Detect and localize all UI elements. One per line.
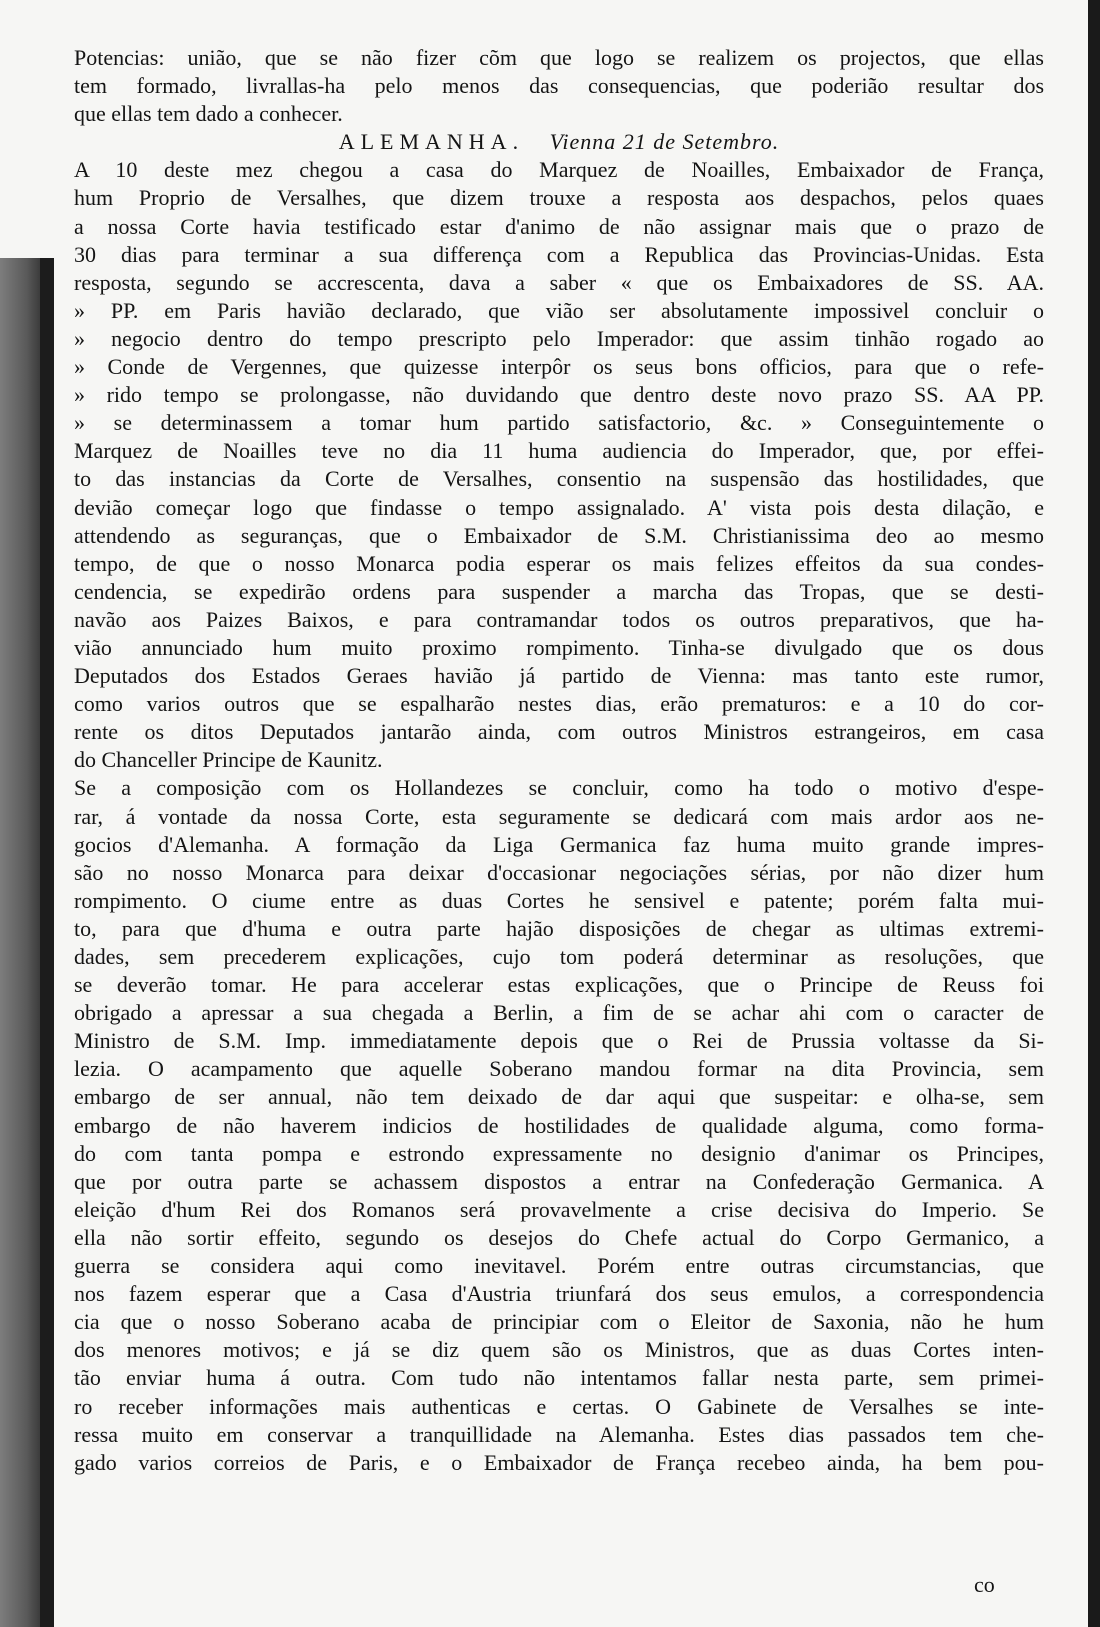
text-line: Deputados dos Estados Geraes havião já partido de Vienna: mas tanto este rumor, [74,663,1044,689]
text-line: » rido tempo se prolongasse, não duvidando que dentro deste novo prazo SS. AA PP. [74,382,1044,408]
text-line: » PP. em Paris havião declarado, que vião ser absolutamente impossivel concluir o [74,297,1044,323]
left-page-edge [40,258,54,1627]
text-line: obrigado a apressar a sua chegada a Berlin, a fim de se achar ahi com o caracter de [74,1000,1044,1026]
text-line: rente os ditos Deputados jantarão ainda, com outros Ministros estrangeiros, em casa [74,719,1044,745]
text-line: tem formado, livrallas-ha pelo menos das consequencias, que poderião resultar dos [74,73,1044,99]
text-line: 30 dias para terminar a sua differença com a Republica das Provincias-Unidas. Esta [74,241,1044,267]
text-line: rompimento. O ciume entre as duas Cortes he sensivel e patente; porém falta mui- [74,887,1044,913]
text-line: hum Proprio de Versalhes, que dizem trouxe a resposta aos despachos, pelos quaes [74,185,1044,211]
text-line: A 10 deste mez chegou a casa do Marquez de Noailles, Embaixador de França, [74,157,1044,183]
intro-paragraph [74,44,1044,128]
text-line: navão aos Paizes Baixos, e para contramandar todos os outros preparativos, que ha- [74,606,1044,632]
text-line: Marquez de Noailles teve no dia 11 huma audiencia do Imperador, que, por effei- [74,438,1044,464]
text-line: dos menores motivos; e já se diz quem são os Ministros, que as duas Cortes inten- [74,1337,1044,1363]
text-line: to, para que d'huma e outra parte hajão disposições de chegar as ultimas extremi- [74,915,1044,941]
heading-place: ALEMANHA. [338,129,525,155]
text-line: ressa muito em conservar a tranquillidade na Alemanha. Estes dias passados tem che- [74,1421,1044,1447]
paragraph-1 [74,156,1044,774]
catchword: co [974,1572,995,1597]
section-heading [74,128,1044,156]
text-line: do com tanta pompa e estrondo expressamente no designio d'animar os Principes, [74,1140,1044,1166]
paragraph-2 [74,774,1044,1476]
text-line: ella não sortir effeito, segundo os desejos do Chefe actual do Corpo Germanico, a [74,1224,1044,1250]
right-page-edge [1088,0,1100,1627]
text-line: gocios d'Alemanha. A formação da Liga Germanica faz huma muito grande impres- [74,831,1044,857]
text-line: embargo de ser annual, não tem deixado de dar aqui que suspeitar: e olha-se, sem [74,1084,1044,1110]
text-line: tão enviar huma á outra. Com tudo não intentamos fallar nesta parte, sem primei- [74,1365,1044,1391]
text-line: lezia. O acampamento que aquelle Soberano mandou formar na dita Provincia, sem [74,1056,1044,1082]
text-line: ro receber informações mais authenticas e certas. O Gabinete de Versalhes se inte- [74,1393,1044,1419]
text-line: rar, á vontade da nossa Corte, esta seguramente se dedicará com mais ardor aos ne- [74,803,1044,829]
text-line: que ellas tem dado a conhecer. [74,101,343,127]
text-line: do Chanceller Principe de Kaunitz. [74,747,383,773]
text-line: guerra se considera aqui como inevitavel. Porém entre outras circumstancias, que [74,1253,1044,1279]
text-line: devião começar logo que findasse o tempo assignalado. A' vista pois desta dilação, e [74,494,1044,520]
heading-dateline: Vienna 21 de Setembro. [549,129,780,155]
text-line: » negocio dentro do tempo prescripto pelo Imperador: que assim tinhão rogado ao [74,325,1044,351]
text-line: que por outra parte se achassem dispostos a entrar na Confederação Germanica. A [74,1168,1044,1194]
text-line: como varios outros que se espalharão nestes dias, erão prematuros: e a 10 do cor- [74,691,1044,717]
text-line: vião annunciado hum muito proximo rompimento. Tinha-se divulgado que os dous [74,634,1044,660]
text-line: são no nosso Monarca para deixar d'occasionar negociações sérias, por não dizer hum [74,859,1044,885]
text-line: se deverão tomar. He para accelerar estas explicações, que o Principe de Reuss foi [74,972,1044,998]
text-line: a nossa Corte havia testificado estar d'animo de não assignar mais que o prazo de [74,213,1044,239]
text-line: Ministro de S.M. Imp. immediatamente depois que o Rei de Prussia voltasse da Si- [74,1028,1044,1054]
text-line: resposta, segundo se accrescenta, dava a saber « que os Embaixadores de SS. AA. [74,269,1044,295]
text-line: cendencia, se expedirão ordens para suspender a marcha das Tropas, que se desti- [74,578,1044,604]
text-line: tempo, de que o nosso Monarca podia esperar os mais felizes effeitos da sua condes- [74,550,1044,576]
text-line: to das instancias da Corte de Versalhes, consentio na suspensão das hostilidades, que [74,466,1044,492]
text-line: » Conde de Vergennes, que quizesse interpôr os seus bons officios, para que o refe- [74,354,1044,380]
text-line: Potencias: união, que se não fizer cõm que logo se realizem os projectos, que ellas [74,45,1044,70]
article-text [74,44,1044,1477]
text-line: cia que o nosso Soberano acaba de principiar com o Eleitor de Saxonia, não he hum [74,1309,1044,1335]
text-line: attendendo as seguranças, que o Embaixador de S.M. Christianissima deo ao mesmo [74,522,1044,548]
text-line: embargo de não haverem indicios de hostilidades de qualidade alguma, como forma- [74,1112,1044,1138]
text-line: » se determinassem a tomar hum partido satisfactorio, &c. » Conseguintemente o [74,410,1044,436]
text-line: nos fazem esperar que a Casa d'Austria triunfará dos seus emulos, a correspondencia [74,1281,1044,1307]
text-line: Se a composição com os Hollandezes se concluir, como ha todo o motivo d'espe- [74,775,1044,801]
text-line: eleição d'hum Rei dos Romanos será provavelmente a crise decisiva do Imperio. Se [74,1196,1044,1222]
text-line: gado varios correios de Paris, e o Embaixador de França recebeo ainda, ha bem pou- [74,1449,1044,1475]
text-line: dades, sem precederem explicações, cujo tom poderá determinar as resoluções, que [74,944,1044,969]
